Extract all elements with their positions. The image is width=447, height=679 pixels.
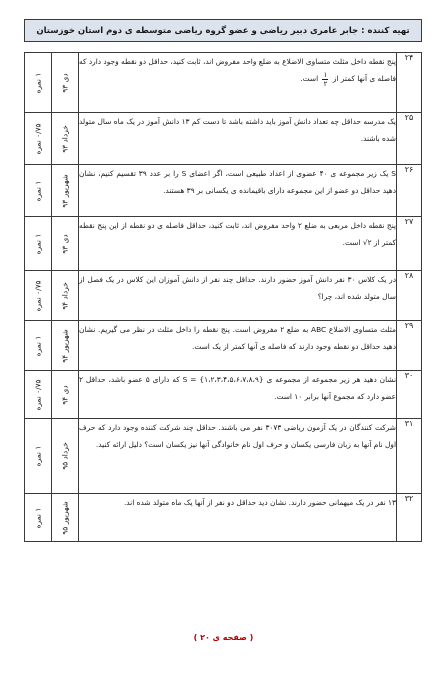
question-number: ۳۱	[397, 419, 422, 494]
question-text: یک مدرسه حداقل چه تعداد دانش آموز باید داشته باشد تا دست کم ۱۳ دانش آموز در یک ماه سال متولد شده باشند.	[79, 113, 397, 165]
score: ۱ نمره	[33, 507, 43, 528]
question-text: نشان دهید هر زیر مجموعه از مجموعه ی {۱،۲،۳،۴،۵،۶،۷،۸،۹} = S که دارای ۵ عضو باشد، حداقل ۲ عضو دارد که مجموع آنها برابر ۱۰ است.	[79, 371, 397, 419]
score-cell	[25, 371, 52, 419]
score-cell	[25, 419, 52, 494]
question-number: ۲۹	[397, 321, 422, 371]
score: ۱ نمره	[33, 233, 43, 254]
date-cell	[52, 271, 79, 321]
date-cell	[52, 371, 79, 419]
score: ۰/۷۵ نمره	[33, 279, 43, 312]
question-number: ۳۲	[397, 494, 422, 542]
question-text: در یک کلاس ۳۰ نفر دانش آموز حضور دارند. حداقل چند نفر از دانش آموزان این کلاس در یک فصل از سال متولد شده اند، چرا؟	[79, 271, 397, 321]
score: ۰/۷۵ نمره	[33, 122, 43, 155]
question-text	[79, 53, 397, 113]
score: ۱ نمره	[33, 445, 43, 467]
table-row	[25, 217, 422, 271]
date-cell	[52, 494, 79, 542]
exam-date: شهریور ۹۳	[60, 173, 70, 208]
author-header-text: تهیه کننده : جابر عامری دبیر ریاضی و عضو گروه ریاضی متوسطه ی دوم استان خوزستان	[36, 25, 410, 36]
fraction-denominator: ۲	[323, 79, 328, 88]
date-cell	[52, 53, 79, 113]
score: ۱ نمره	[33, 72, 43, 93]
score: ۰/۷۵ نمره	[33, 378, 43, 411]
questions-table	[24, 52, 422, 542]
table-row	[25, 494, 422, 542]
page-number: ( صفحه ی ۲۰ )	[193, 633, 254, 642]
score: ۱ نمره	[33, 180, 43, 201]
question-text: ۱۳ نفر در یک میهمانی حضور دارند. نشان دید حداقل دو نفر از آنها یک ماه متولد شده اند.	[79, 494, 397, 542]
question-number: ۲۶	[397, 165, 422, 217]
exam-date: شهریور ۹۵	[60, 500, 70, 535]
question-text-after: است.	[300, 74, 319, 83]
score-cell	[25, 113, 52, 165]
table-row	[25, 113, 422, 165]
exam-date: خرداد ۹۴	[60, 281, 70, 310]
score-cell	[25, 53, 52, 113]
date-cell	[52, 217, 79, 271]
fraction-numerator: ۱	[323, 70, 328, 79]
question-number: ۲۷	[397, 217, 422, 271]
question-text: مثلث متساوی الاضلاع ABC به ضلع ۲ مفروض است. پنج نقطه را داخل مثلث در نظر می گیریم. نشان دهید حداقل دو نقطه وجود دارند که فاصله ی آنها کمتر از یک است.	[79, 321, 397, 371]
author-header	[24, 19, 422, 42]
exam-date: شهریور ۹۴	[60, 328, 70, 363]
score-cell	[25, 494, 52, 542]
score: ۱ نمره	[33, 335, 43, 356]
exam-date: دی ۹۳	[60, 72, 70, 93]
question-number: ۲۵	[397, 113, 422, 165]
question-number: ۲۴	[397, 53, 422, 113]
exam-date: خرداد ۹۵	[60, 442, 70, 470]
date-cell	[52, 321, 79, 371]
table-row	[25, 271, 422, 321]
date-cell	[52, 419, 79, 494]
table-row	[25, 165, 422, 217]
score-cell	[25, 321, 52, 371]
fraction	[322, 71, 328, 88]
question-number: ۳۰	[397, 371, 422, 419]
table-row	[25, 371, 422, 419]
date-cell	[52, 113, 79, 165]
exam-date: دی ۹۳	[60, 233, 70, 254]
question-text: پنج نقطه داخل مربعی به ضلع ۲ واحد مفروض اند، ثابت کنید، حداقل فاصله ی دو نقطه از این پنج نقطه کمتر از ۲√ است.	[79, 217, 397, 271]
question-number: ۲۸	[397, 271, 422, 321]
exam-date: دی ۹۴	[60, 384, 70, 405]
question-text: S یک زیر مجموعه ی ۴۰ عضوی از اعداد طبیعی است، اگر اعضای S را بر عدد ۳۹ تقسیم کنیم، نشان دهید حداقل دو عضو از این مجموعه دارای باقیمانده ی یکسانی بر ۳۹ هستند.	[79, 165, 397, 217]
exam-date: خرداد ۹۳	[60, 124, 70, 153]
question-text: شرکت کنندگان در یک آزمون ریاضی ۳۰۷۳ نفر می باشند. حداقل چند شرکت کننده وجود دارد که حرف اول نام آنها به زبان فارسی یکسان و حرف اول نام خانوادگی آنها نیز یکسان است؟ دلیل ارائه کنید.	[79, 419, 397, 494]
date-cell	[52, 165, 79, 217]
score-cell	[25, 165, 52, 217]
table-row	[25, 53, 422, 113]
score-cell	[25, 217, 52, 271]
question-text-before: پنج نقطه داخل مثلث متساوی الاضلاع به ضلع واحد مفروض اند، ثابت کنید، حداقل دو نقطه وجود دارد که فاصله ی آنها کمتر از	[79, 57, 396, 83]
table-row	[25, 419, 422, 494]
table-row	[25, 321, 422, 371]
score-cell	[25, 271, 52, 321]
